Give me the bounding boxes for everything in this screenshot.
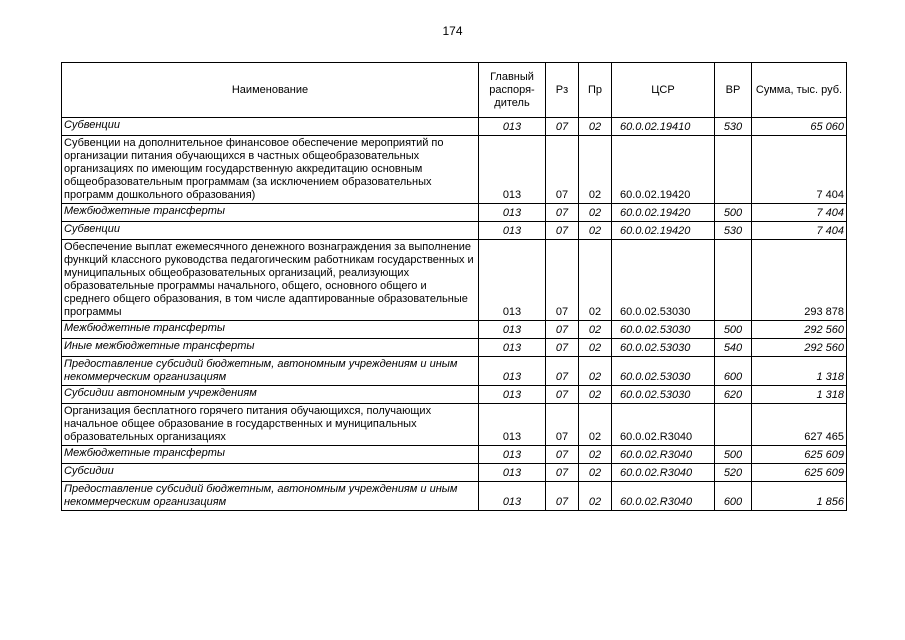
cell-csr: 60.0.02.19420 [612,222,715,240]
cell-vr: 500 [715,446,752,464]
cell-sum: 627 465 [752,404,847,446]
cell-csr: 60.0.02.53030 [612,240,715,321]
cell-csr: 60.0.02.53030 [612,339,715,357]
cell-main-manager: 013 [479,357,546,386]
cell-rz: 07 [546,204,579,222]
cell-vr: 540 [715,339,752,357]
cell-sum: 293 878 [752,240,847,321]
cell-csr: 60.0.02.19420 [612,136,715,204]
cell-rz: 07 [546,446,579,464]
cell-rz: 07 [546,482,579,511]
cell-main-manager: 013 [479,482,546,511]
table-row [62,118,847,136]
cell-pr: 02 [579,204,612,222]
cell-name: Обеспечение выплат ежемесячного денежного вознаграждения за выполнение функций классного руководства педагогическим работникам государственных и муниципальных общеобразовательных организаций, реализующих образовательные программы начального, общего, основного общего и среднего общего образования, в том числе адаптированные образовательные программы [62,240,479,321]
cell-main-manager: 013 [479,118,546,136]
cell-rz: 07 [546,136,579,204]
cell-rz: 07 [546,118,579,136]
header-main-manager: Главный распоря-дитель [479,63,546,118]
cell-name: Субсидии [62,464,479,482]
header-csr: ЦСР [612,63,715,118]
cell-main-manager: 013 [479,464,546,482]
cell-rz: 07 [546,222,579,240]
header-vr: ВР [715,63,752,118]
table-row [62,482,847,511]
cell-csr: 60.0.02.R3040 [612,404,715,446]
cell-pr: 02 [579,240,612,321]
cell-vr: 500 [715,321,752,339]
cell-rz: 07 [546,240,579,321]
cell-csr: 60.0.02.R3040 [612,482,715,511]
cell-name: Межбюджетные трансферты [62,446,479,464]
cell-sum: 292 560 [752,321,847,339]
table-row [62,240,847,321]
cell-name: Иные межбюджетные трансферты [62,339,479,357]
cell-rz: 07 [546,339,579,357]
cell-name: Субвенции на дополнительное финансовое обеспечение мероприятий по организации питания обучающихся в частных общеобразовательных организациях по имеющим государственную аккредитацию основным общеобразовательным программам (за исключением образовательных программ дошкольного образования) [62,136,479,204]
cell-pr: 02 [579,386,612,404]
cell-name: Организация бесплатного горячего питания обучающихся, получающих начальное общее образование в государственных и муниципальных образовательных организациях [62,404,479,446]
cell-sum: 625 609 [752,446,847,464]
budget-table [61,62,847,511]
table-row [62,339,847,357]
table-row [62,136,847,204]
table-row [62,464,847,482]
cell-pr: 02 [579,446,612,464]
cell-csr: 60.0.02.19420 [612,204,715,222]
cell-vr [715,240,752,321]
cell-sum: 7 404 [752,136,847,204]
cell-vr [715,404,752,446]
cell-name: Межбюджетные трансферты [62,321,479,339]
table-body [62,118,847,511]
cell-csr: 60.0.02.R3040 [612,464,715,482]
cell-csr: 60.0.02.R3040 [612,446,715,464]
cell-csr: 60.0.02.53030 [612,386,715,404]
cell-name: Субвенции [62,118,479,136]
cell-vr: 530 [715,118,752,136]
cell-rz: 07 [546,404,579,446]
cell-pr: 02 [579,482,612,511]
cell-sum: 625 609 [752,464,847,482]
cell-pr: 02 [579,136,612,204]
table-header-row [62,63,847,118]
cell-rz: 07 [546,357,579,386]
table-row [62,357,847,386]
cell-pr: 02 [579,339,612,357]
cell-csr: 60.0.02.53030 [612,321,715,339]
cell-vr: 600 [715,357,752,386]
cell-main-manager: 013 [479,240,546,321]
cell-name: Субвенции [62,222,479,240]
cell-vr: 500 [715,204,752,222]
cell-sum: 1 318 [752,386,847,404]
cell-rz: 07 [546,464,579,482]
cell-pr: 02 [579,464,612,482]
cell-sum: 65 060 [752,118,847,136]
cell-pr: 02 [579,321,612,339]
cell-name: Межбюджетные трансферты [62,204,479,222]
cell-vr: 620 [715,386,752,404]
cell-name: Субсидии автономным учреждениям [62,386,479,404]
header-rz: Рз [546,63,579,118]
cell-sum: 1 318 [752,357,847,386]
cell-sum: 7 404 [752,204,847,222]
cell-vr: 600 [715,482,752,511]
cell-rz: 07 [546,321,579,339]
cell-main-manager: 013 [479,386,546,404]
cell-sum: 1 856 [752,482,847,511]
cell-vr [715,136,752,204]
header-pr: Пр [579,63,612,118]
cell-main-manager: 013 [479,136,546,204]
cell-main-manager: 013 [479,222,546,240]
table-row [62,204,847,222]
cell-main-manager: 013 [479,321,546,339]
cell-vr: 530 [715,222,752,240]
cell-name: Предоставление субсидий бюджетным, автономным учреждениям и иным некоммерческим организациям [62,357,479,386]
cell-main-manager: 013 [479,446,546,464]
table-row [62,222,847,240]
page-number: 174 [442,24,463,38]
cell-main-manager: 013 [479,339,546,357]
cell-name: Предоставление субсидий бюджетным, автономным учреждениям и иным некоммерческим организациям [62,482,479,511]
table-row [62,321,847,339]
header-sum: Сумма, тыс. руб. [752,63,847,118]
table-row [62,446,847,464]
cell-main-manager: 013 [479,204,546,222]
cell-pr: 02 [579,357,612,386]
cell-main-manager: 013 [479,404,546,446]
cell-rz: 07 [546,386,579,404]
cell-sum: 7 404 [752,222,847,240]
table-row [62,404,847,446]
cell-csr: 60.0.02.19410 [612,118,715,136]
cell-vr: 520 [715,464,752,482]
cell-pr: 02 [579,118,612,136]
cell-pr: 02 [579,404,612,446]
cell-pr: 02 [579,222,612,240]
header-name: Наименование [62,63,479,118]
table-row [62,386,847,404]
cell-csr: 60.0.02.53030 [612,357,715,386]
cell-sum: 292 560 [752,339,847,357]
